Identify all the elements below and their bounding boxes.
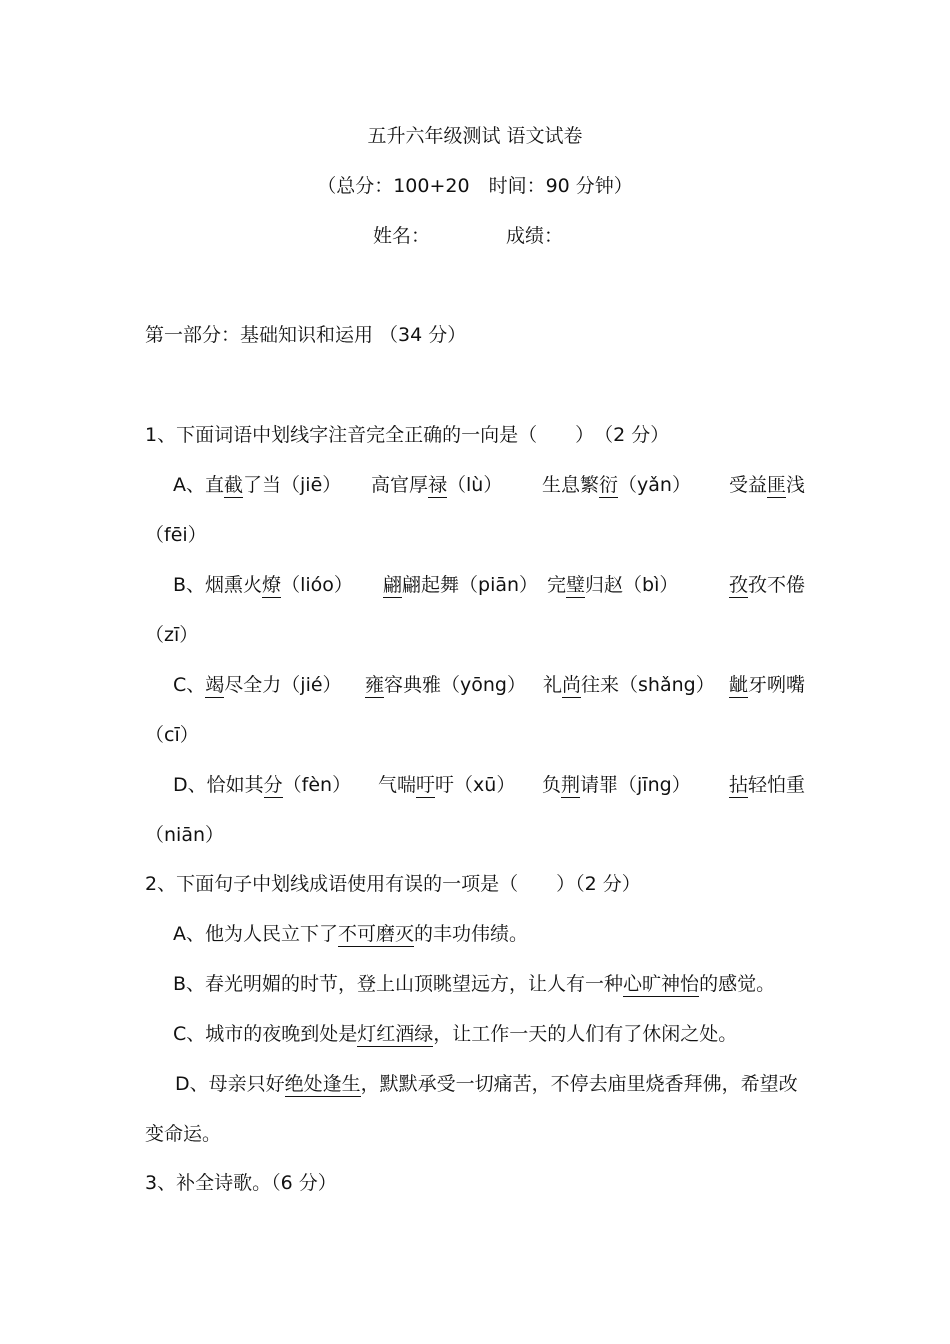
q2-option-d-tail: 变命运。 xyxy=(145,1123,222,1145)
q1-option-d-item-4: 拈轻怕重 xyxy=(729,774,806,796)
q1-option-b-tail: （zī） xyxy=(145,624,199,646)
q1-option-a-tail: （fēi） xyxy=(145,524,207,546)
q2-option-a: A、他为人民立下了不可磨灭的丰功伟绩。 xyxy=(173,923,529,945)
q1-option-a-item-4: 受益匪浅 xyxy=(729,474,806,496)
q1-stem: 1、下面词语中划线字注音完全正确的一向是（ ） （2 分） xyxy=(145,424,670,446)
q2-option-b: B、春光明媚的时节，登上山顶眺望远方，让人有一种心旷神怡的感觉。 xyxy=(173,973,776,995)
q1-option-a-item-3: 生息繁衍（yǎn） xyxy=(542,474,691,496)
q1-option-a-item-1: A、直截了当（jiē） xyxy=(173,474,342,496)
q1-option-d-item-2: 气喘吁吁（xū） xyxy=(378,774,516,796)
q1-option-c-item-1: C、竭尽全力（jié） xyxy=(173,674,342,696)
q1-option-d-item-1: D、恰如其分（fèn） xyxy=(173,774,352,796)
exam-subtitle: （总分：100+20 时间：90 分钟） xyxy=(317,175,633,197)
q2-option-d: D、母亲只好绝处逢生，默默承受一切痛苦，不停去庙里烧香拜佛，希望改 xyxy=(175,1073,798,1095)
q1-option-b-item-4: 孜孜不倦 xyxy=(729,574,806,596)
q3-stem: 3、补全诗歌。（6 分） xyxy=(145,1172,337,1194)
part1-title: 第一部分：基础知识和运用 （34 分） xyxy=(145,324,467,346)
q1-option-c-item-2: 雍容典雅（yōng） xyxy=(365,674,526,696)
q2-option-c: C、城市的夜晚到处是灯红酒绿，让工作一天的人们有了休闲之处。 xyxy=(173,1023,738,1045)
name-label: 姓名： xyxy=(373,225,431,247)
q2-stem: 2、下面句子中划线成语使用有误的一项是（ ）（2 分） xyxy=(145,873,641,895)
q1-option-d-tail: （niān） xyxy=(145,824,225,846)
q1-option-b-item-3: 完璧归赵（bì） xyxy=(547,574,679,596)
q1-option-c-item-4: 龇牙咧嘴 xyxy=(729,674,806,696)
q1-option-a-item-2: 高官厚禄（lù） xyxy=(371,474,503,496)
q1-option-b-item-2: 翩翩起舞（piān） xyxy=(383,574,539,596)
q1-option-c-tail: （cī） xyxy=(145,724,199,746)
q1-option-b-item-1: B、烟熏火燎（lióo） xyxy=(173,574,353,596)
q1-option-d-item-3: 负荆请罪（jīng） xyxy=(542,774,691,796)
q1-option-c-item-3: 礼尚往来（shǎng） xyxy=(543,674,715,696)
exam-title: 五升六年级测试 语文试卷 xyxy=(367,125,583,147)
score-label: 成绩： xyxy=(506,225,564,247)
